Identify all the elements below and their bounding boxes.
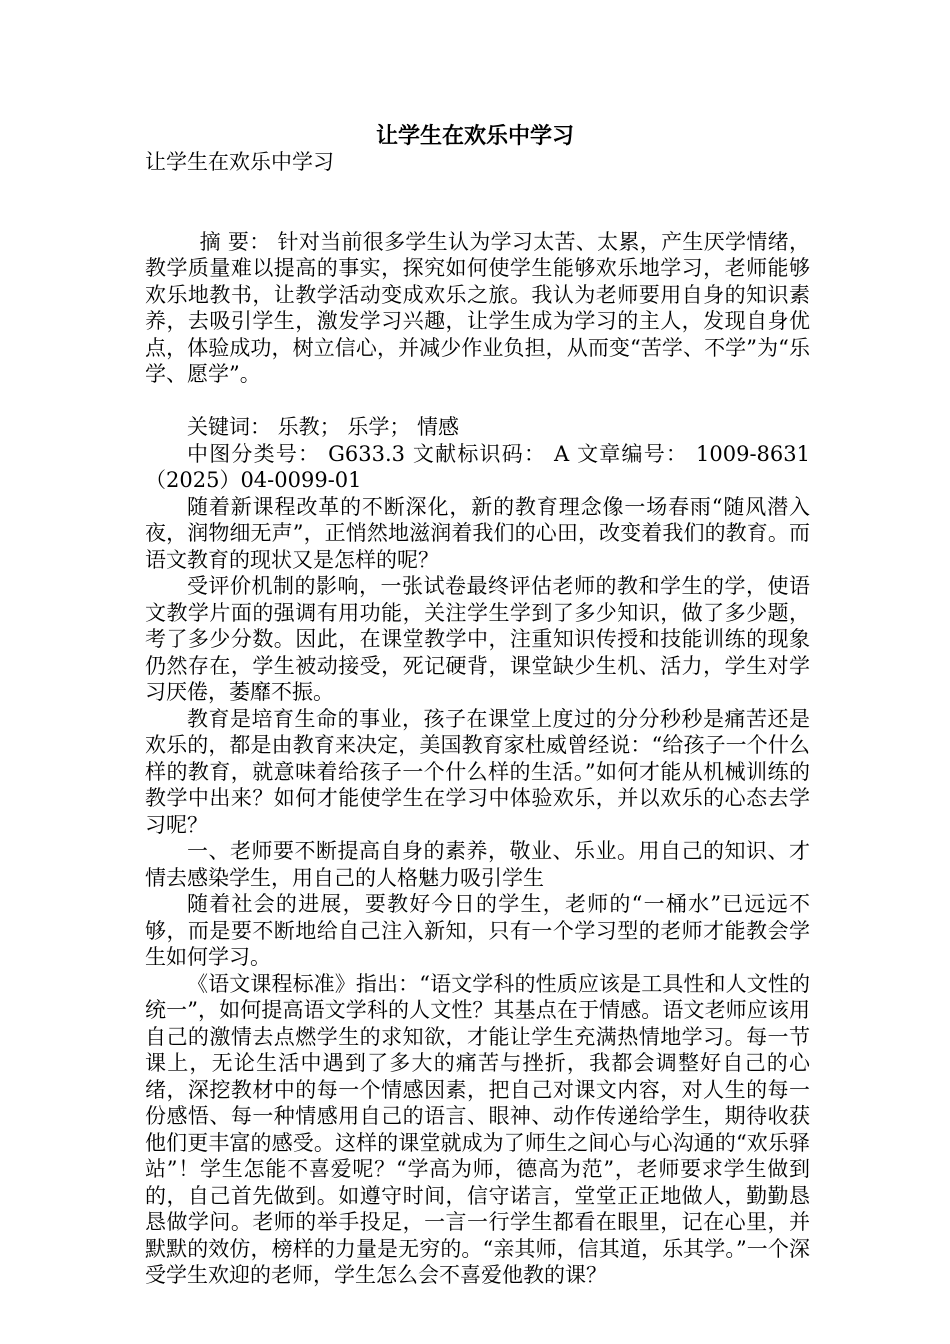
section-heading: 一、老师要不断提高自身的素养，敬业、乐业。用自己的知识、才情去感染学生，用自己的人格魅力吸引学生 [145, 839, 810, 890]
abstract-paragraph: 摘 要： 针对当前很多学生认为学习太苦、太累，产生厌学情绪，教学质量难以提高的事实，探究如何使学生能够欢乐地学习，老师能够欢乐地教书，让教学活动变成欢乐之旅。我认为老师要用自身的知识素养，去吸引学生，激发学习兴趣，让学生成为学习的主人，发现自身优点，体验成功，树立信心，并减少作业负担，从而变“苦学、不学”为“乐学、愿学”。 [145, 229, 810, 386]
keywords-line: 关键词： 乐教； 乐学； 情感 [187, 415, 460, 439]
document-body [145, 149, 810, 1289]
body-paragraph: 教育是培育生命的事业，孩子在课堂上度过的分分秒秒是痛苦还是欢乐的，都是由教育来决定，美国教育家杜威曾经说：“给孩子一个什么样的教育，就意味着给孩子一个什么样的生活。”如何才能从机械训练的教学中出来？如何才能使学生在学习中体验欢乐，并以欢乐的心态去学习呢？ [145, 706, 810, 837]
body-paragraph: 《语文课程标准》指出：“语文学科的性质应该是工具性和人文性的统一”，如何提高语文学科的人文性？其基点在于情感。语文老师应该用自己的激情去点燃学生的求知欲，才能让学生充满热情地学习。每一节课上，无论生活中遇到了多大的痛苦与挫折，我都会调整好自己的心绪，深挖教材中的每一个情感因素，把自己对课文内容，对人生的每一份感悟、每一种情感用自己的语言、眼神、动作传递给学生，期待收获他们更丰富的感受。这样的课堂就成为了师生之间心与心沟通的“欢乐驿站”！学生怎能不喜爱呢？“学高为师，德高为范”，老师要求学生做到的，自己首先做到。如遵守时间，信守诺言，堂堂正正地做人，勤勤恳恳做学问。老师的举手投足，一言一行学生都看在眼里，记在心里，并默默的效仿，榜样的力量是无穷的。“亲其师，信其道，乐其学。”一个深受学生欢迎的老师，学生怎么会不喜爱他教的课？ [145, 971, 810, 1287]
body-paragraph: 随着社会的进展，要教好今日的学生，老师的“一桶水”已远远不够，而是要不断地给自己注入新知，只有一个学习型的老师才能教会学生如何学习。 [145, 892, 810, 969]
classification-line: 中图分类号： G633.3 文献标识码： A 文章编号： 1009-8631（2025）04-0099-01 [145, 441, 810, 492]
document-subtitle: 让学生在欢乐中学习 [145, 150, 334, 174]
document-title: 让学生在欢乐中学习 [375, 124, 574, 149]
body-paragraph: 受评价机制的影响，一张试卷最终评估老师的教和学生的学，使语文教学片面的强调有用功能，关注学生学到了多少知识，做了多少题，考了多少分数。因此，在课堂教学中，注重知识传授和技能训练的现象仍然存在，学生被动接受，死记硬背，课堂缺少生机、活力，学生对学习厌倦，萎靡不振。 [145, 574, 810, 704]
body-paragraph: 随着新课程改革的不断深化，新的教育理念像一场春雨“随风潜入夜，润物细无声”，正悄然地滋润着我们的心田，改变着我们的教育。而语文教育的现状又是怎样的呢？ [145, 494, 810, 572]
